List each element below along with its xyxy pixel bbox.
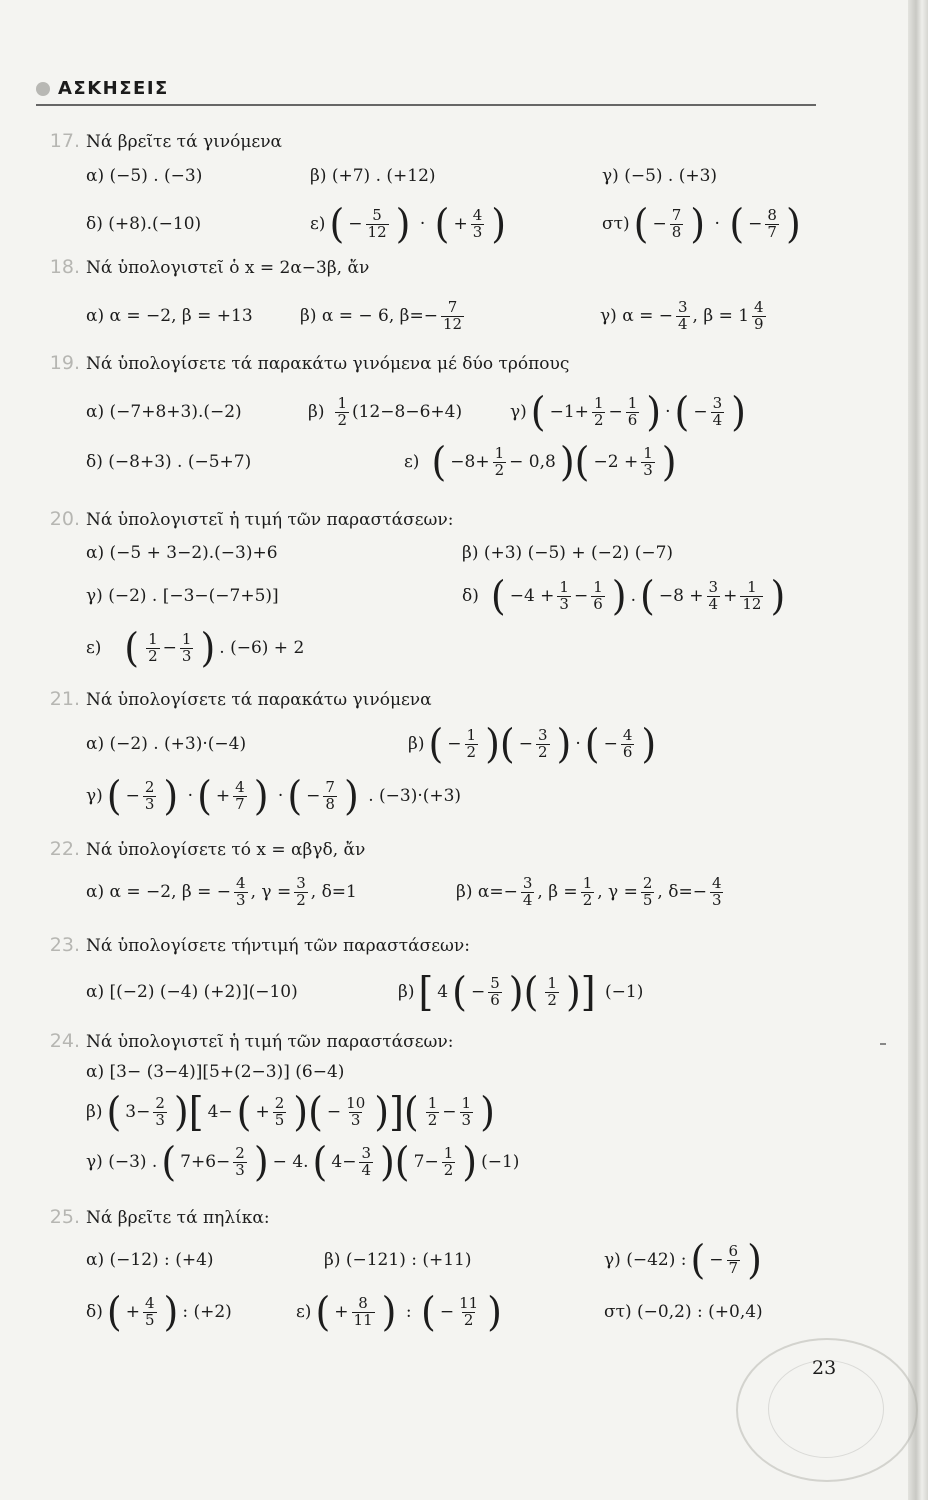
item-a: α) (−7+8+3).(−2)	[86, 402, 242, 422]
exercise-18	[36, 256, 826, 338]
fraction: $\frac{3}{4}$	[677, 297, 688, 333]
fraction: $\frac{2}{3}$	[235, 1143, 245, 1179]
item-c: γ) (−42) : ( − $\frac{6}{7}$ )	[604, 1236, 762, 1284]
exercise-25	[36, 1206, 826, 1334]
exercise-prompt: Νά ὑπολογιστεῖ ἡ τιμή τῶν παραστάσεων:	[86, 510, 454, 530]
exercise-number: 24.	[49, 1030, 80, 1052]
item-d: δ) ( + $\frac{4}{5}$ ) : (+2)	[86, 1288, 232, 1336]
exercise-prompt: Νά ὑπολογίσετε τό x = αβγδ, ἄν	[86, 840, 366, 860]
fraction: $\frac{1}{2}$	[148, 629, 158, 665]
fraction: $\frac{8}{11}$	[353, 1293, 373, 1329]
item-c: γ) (−2) . [−3−(−7+5)]	[86, 586, 279, 606]
fraction: $\frac{2}{3}$	[155, 1093, 165, 1129]
item-b: β) ( 3− $\frac{2}{3}$ )[ 4− ( + $\frac{2}{5}$ )( − $\frac{10}{3}$ )]( $\frac{1}{2}$ − $\frac{1}{3}$ )	[86, 1088, 495, 1136]
exercise-prompt: Νά ὑπολογιστεῖ ἡ τιμή τῶν παραστάσεων:	[86, 1032, 454, 1052]
fraction: $\frac{4}{3}$	[236, 873, 246, 909]
item-a: α) (−2) . (+3)·(−4)	[86, 734, 247, 754]
section-header	[36, 78, 169, 99]
section-title: ΑΣΚΗΣΕΙΣ	[58, 78, 169, 99]
item-d: δ) (−8+3) . (−5+7)	[86, 452, 252, 472]
fraction: $\frac{7}{12}$	[442, 297, 463, 333]
item-a: α) (−5 + 3−2).(−3)+6	[86, 543, 278, 563]
exercise-prompt: Νά βρεῖτε τά πηλίκα:	[86, 1208, 270, 1228]
bullet-icon	[36, 82, 50, 96]
exercise-21	[36, 688, 826, 818]
exercise-prompt: Νά ὑπολογιστεῖ ὁ x = 2α−3β, ἄν	[86, 258, 370, 278]
fraction: $\frac{5}{6}$	[490, 973, 500, 1009]
fraction: $\frac{4}{3}$	[472, 205, 483, 241]
fraction: $\frac{1}{12}$	[742, 577, 762, 613]
fraction: $\frac{3}{4}$	[522, 873, 533, 909]
fraction: $\frac{4}{3}$	[711, 873, 722, 909]
exercise-prompt: Νά ὑπολογίσετε τήντιμή τῶν παραστάσεων:	[86, 936, 470, 956]
fraction: $\frac{11}{2}$	[459, 1293, 479, 1329]
exercise-number: 25.	[49, 1206, 80, 1228]
exercise-23	[36, 934, 826, 1014]
fraction: $\frac{5}{12}$	[367, 205, 387, 241]
fraction: $\frac{1}{2}$	[494, 443, 505, 479]
fraction: $\frac{8}{7}$	[767, 205, 777, 241]
item-label: ε)	[310, 214, 326, 234]
item-e: ε) ( + $\frac{8}{11}$ ) : ( − $\frac{11}{2}$ )	[296, 1288, 502, 1336]
exercise-22	[36, 838, 826, 914]
fraction: $\frac{1}{2}$	[547, 973, 557, 1009]
fraction: $\frac{2}{5}$	[642, 873, 653, 909]
item-a: α) [3− (3−4)][5+(2−3)] (6−4)	[86, 1062, 345, 1082]
fraction: $\frac{1}{2}$	[593, 393, 604, 429]
item-b: β) (+3) (−5) + (−2) (−7)	[462, 543, 674, 563]
exercise-number: 18.	[49, 256, 80, 278]
item-c: γ) α = − $\frac{3}{4}$ , β = 1 $\frac{4}{9}$	[600, 297, 764, 333]
item-b: β) $\frac{1}{2}$ (12−8−6+4)	[308, 393, 463, 429]
item-b: β) (+7) . (+12)	[310, 166, 436, 186]
item-c: γ) ( − $\frac{2}{3}$ ) · ( + $\frac{4}{7}$ ) · ( − $\frac{7}{8}$ ) . (−3)·(+3)	[86, 772, 462, 820]
exercise-number: 17.	[49, 130, 80, 152]
exercise-number: 19.	[49, 352, 80, 374]
exercise-20	[36, 508, 826, 670]
fraction: $\frac{1}{3}$	[643, 443, 653, 479]
page-number: 23	[812, 1357, 837, 1379]
fraction: $\frac{4}{7}$	[235, 777, 245, 813]
item-d: δ) ( −4 + $\frac{1}{3}$ − $\frac{1}{6}$ ) . ( −8 + $\frac{3}{4}$ + $\frac{1}{12}$ )	[462, 572, 786, 620]
item-c: γ) (−3) . ( 7+6− $\frac{2}{3}$ ) − 4. ( 4− $\frac{3}{4}$ )( 7− $\frac{1}{2}$ ) (−1)	[86, 1138, 520, 1186]
fraction: $\frac{1}{3}$	[461, 1093, 472, 1129]
item-e: ε) ( − $\frac{5}{12}$ ) · ( + $\frac{4}{3}$ )	[310, 200, 507, 248]
stray-mark	[880, 1043, 886, 1045]
item-c: γ) ( −1+ $\frac{1}{2}$ − $\frac{1}{6}$ ) · ( − $\frac{3}{4}$ )	[510, 388, 746, 436]
fraction: $\frac{10}{3}$	[346, 1093, 366, 1129]
item-b: β) α = − 6, β=− $\frac{7}{12}$	[300, 297, 463, 333]
item-label: στ)	[602, 214, 630, 234]
item-b: β) (−121) : (+11)	[324, 1250, 472, 1270]
fraction: $\frac{3}{4}$	[708, 577, 719, 613]
fraction: $\frac{1}{6}$	[593, 577, 603, 613]
item-e: ε) ( −8+ $\frac{1}{2}$ − 0,8 )( −2 + $\frac{1}{3}$ )	[404, 438, 677, 486]
item-b: β) α=− $\frac{3}{4}$ , β = $\frac{1}{2}$ , γ = $\frac{2}{5}$ , δ=− $\frac{4}{3}$	[456, 873, 722, 909]
exercise-prompt: Νά ὑπολογίσετε τά παρακάτω γινόμενα μέ δύο τρόπους	[86, 354, 570, 374]
fraction: $\frac{7}{8}$	[671, 205, 682, 241]
item-b: β) [ 4 ( − $\frac{5}{6}$ )( $\frac{1}{2}$ )] (−1)	[398, 968, 644, 1016]
fraction: $\frac{1}{2}$	[337, 393, 348, 429]
item-d: δ) (+8).(−10)	[86, 214, 202, 234]
item-c: γ) (−5) . (+3)	[602, 166, 718, 186]
exercise-number: 23.	[49, 934, 80, 956]
item-e: ε) ( $\frac{1}{2}$ − $\frac{1}{3}$ ) . (−6) + 2	[86, 624, 305, 672]
exercise-number: 22.	[49, 838, 80, 860]
fraction: $\frac{1}{2}$	[427, 1093, 438, 1129]
fraction: $\frac{2}{5}$	[274, 1093, 285, 1129]
fraction: $\frac{3}{4}$	[361, 1143, 371, 1179]
fraction: $\frac{4}{6}$	[622, 725, 633, 761]
item-st: στ) ( − $\frac{7}{8}$ ) · ( − $\frac{8}{7}$ )	[602, 200, 801, 248]
header-rule	[36, 104, 816, 106]
page-edge	[908, 0, 928, 1500]
exercise-number: 21.	[49, 688, 80, 710]
item-a: α) α = −2, β = +13	[86, 306, 253, 326]
exercise-prompt: Νά βρεῖτε τά γινόμενα	[86, 132, 283, 152]
exercise-24	[36, 1030, 826, 1184]
fraction: $\frac{3}{2}$	[296, 873, 306, 909]
item-a: α) (−5) . (−3)	[86, 166, 203, 186]
fraction: $\frac{3}{4}$	[712, 393, 723, 429]
fraction: $\frac{3}{2}$	[538, 725, 548, 761]
fraction: $\frac{7}{8}$	[325, 777, 335, 813]
fraction: $\frac{2}{3}$	[144, 777, 155, 813]
fraction: $\frac{1}{3}$	[181, 629, 192, 665]
exercise-prompt: Νά ὑπολογίσετε τά παρακάτω γινόμενα	[86, 690, 432, 710]
item-st: στ) (−0,2) : (+0,4)	[604, 1302, 763, 1322]
fraction: $\frac{1}{2}$	[443, 1143, 454, 1179]
fraction: $\frac{1}{3}$	[559, 577, 569, 613]
exercise-19	[36, 352, 826, 484]
item-a: α) α = −2, β = − $\frac{4}{3}$ , γ = $\frac{3}{2}$ , δ=1	[86, 873, 357, 909]
fraction: $\frac{1}{6}$	[627, 393, 638, 429]
exercise-17	[36, 130, 826, 246]
fraction: $\frac{4}{5}$	[144, 1293, 155, 1329]
item-a: α) (−12) : (+4)	[86, 1250, 214, 1270]
fraction: $\frac{6}{7}$	[728, 1241, 739, 1277]
item-b: β) ( − $\frac{1}{2}$ )( − $\frac{3}{2}$ ) · ( − $\frac{4}{6}$ )	[408, 720, 657, 768]
fraction: $\frac{4}{9}$	[754, 297, 764, 333]
fraction: $\frac{1}{2}$	[466, 725, 477, 761]
exercise-number: 20.	[49, 508, 80, 530]
fraction: $\frac{1}{2}$	[582, 873, 593, 909]
item-a: α) [(−2) (−4) (+2)](−10)	[86, 982, 298, 1002]
